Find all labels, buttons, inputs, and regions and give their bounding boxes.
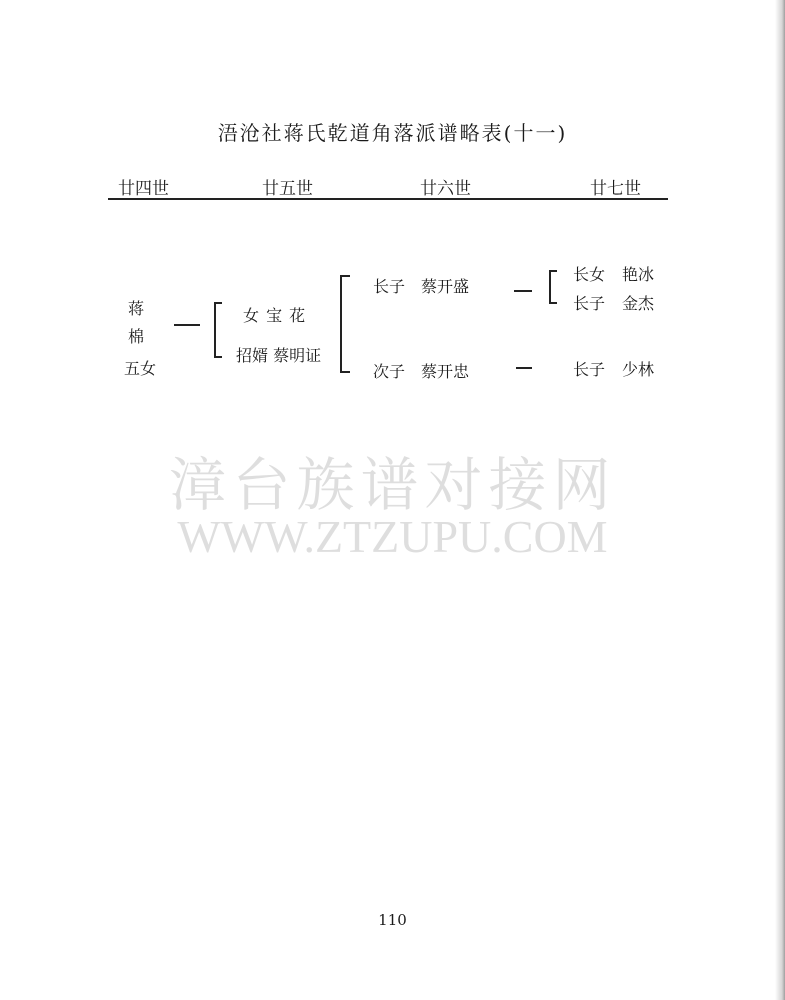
scan-edge-shadow [775,0,785,1000]
generation-header-25: 廿五世 [262,179,313,199]
generation-header-27: 廿七世 [590,179,641,199]
daughter-name: 女 宝 花 [243,306,307,325]
generation-header-24: 廿四世 [118,179,169,199]
connector-26-27-a [514,290,532,292]
ancestor-daughters: 五女 [124,359,157,378]
son-in-law: 招婿 蔡明证 [236,346,322,365]
generation-header-26: 廿六世 [420,179,471,199]
gen27-name-1: 艳冰 [622,265,655,284]
page-title: 浯沧社蒋氏乾道角落派谱略表(十一) [217,121,568,145]
header-rule [108,198,668,200]
watermark-chinese: 漳台族谱对接网 [168,451,617,519]
gen26-name-2: 蔡开忠 [421,362,470,381]
ancestor-name-line2: 棉 [128,327,145,346]
gen26-name-1: 蔡开盛 [421,277,470,296]
gen27-relation-1: 长女 [573,265,606,284]
connector-24-25 [174,324,200,326]
gen26-relation-1: 长子 [373,277,406,296]
watermark-url: WWW.ZTZUPU.COM [177,511,608,562]
gen26-relation-2: 次子 [373,362,406,381]
gen27-name-2: 金杰 [622,294,655,313]
page-number: 110 [378,911,407,929]
connector-26-27-b [516,367,532,369]
gen27-relation-2: 长子 [573,294,606,313]
gen27-relation-3: 长子 [573,360,606,379]
ancestor-name-line1: 蒋 [128,299,145,318]
gen27-name-3: 少林 [622,360,655,379]
